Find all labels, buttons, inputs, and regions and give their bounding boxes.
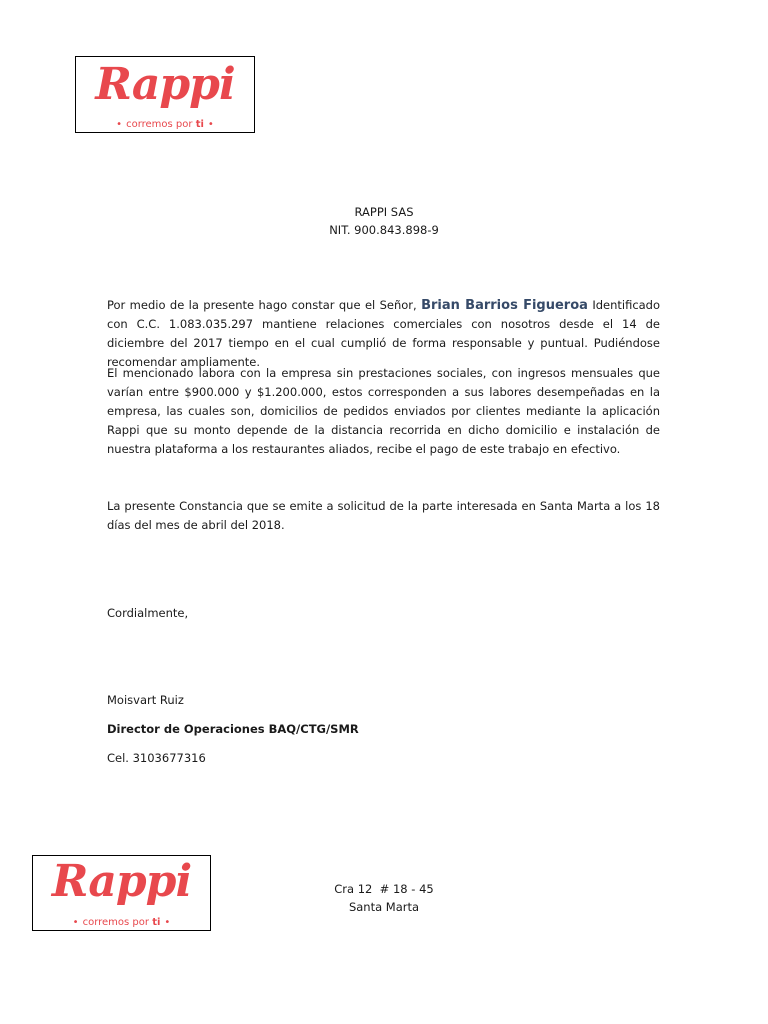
employee-name: Brian Barrios Figueroa [421,298,588,313]
letter-header [0,203,768,239]
closing-salutation: Cordialmente, [107,606,189,620]
paragraph-1 [107,296,660,372]
paragraph-3: La presente Constancia que se emite a solicitud de la parte interesada en Santa Marta a los 18 días del mes de abril del 2018. [107,499,660,532]
company-nit: NIT. 900.843.898-9 [329,223,439,237]
address-street: Cra 12 # 18 - 45 [334,882,434,896]
signer-title: Director de Operaciones BAQ/CTG/SMR [107,722,359,736]
tagline-dot-right: • [164,917,171,928]
tagline-text: corremos por [126,119,193,130]
signer-phone: Cel. 3103677316 [107,751,206,765]
footer-address [284,880,484,916]
logo-wordmark: Rappi [95,59,235,110]
tagline-emphasis: ti [152,917,161,928]
logo-tagline [76,119,254,130]
rappi-logo-top [75,56,255,133]
logo-tagline [33,917,210,928]
company-name: RAPPI SAS [354,205,414,219]
p1-intro: Por medio de la presente hago constar que el Señor, [107,298,417,312]
tagline-dot-right: • [207,119,214,130]
tagline-dot-left: • [116,119,123,130]
p1-rest: Identificado con C.C. 1.083.035.297 mantiene relaciones comerciales con nosotros desde el 14 de diciembre del 2017 tiempo en el cual cumplió de forma responsable y puntual. Pudiéndose recomendar ampliamente. [107,298,661,369]
logo-wordmark: Rappi [51,856,192,907]
tagline-emphasis: ti [195,119,204,130]
signer-name: Moisvart Ruiz [107,693,184,707]
rappi-logo-bottom [32,855,211,931]
address-city: Santa Marta [348,900,420,914]
paragraph-2: El mencionado labora con la empresa sin prestaciones sociales, con ingresos mensuales que varían entre $900.000 y $1.200.000, estos corresponden a sus labores desempeñadas en la empresa, las cuales son, domicilios de pedidos enviados por clientes mediante la aplicación Rappi que su monto depende de la distancia recorrida en dicho domicilio e instalación de nuestra plataforma a los restaurantes aliados, recibe el pago de este trabajo en efectivo. [107,366,660,456]
tagline-text: corremos por [82,917,149,928]
tagline-dot-left: • [72,917,79,928]
